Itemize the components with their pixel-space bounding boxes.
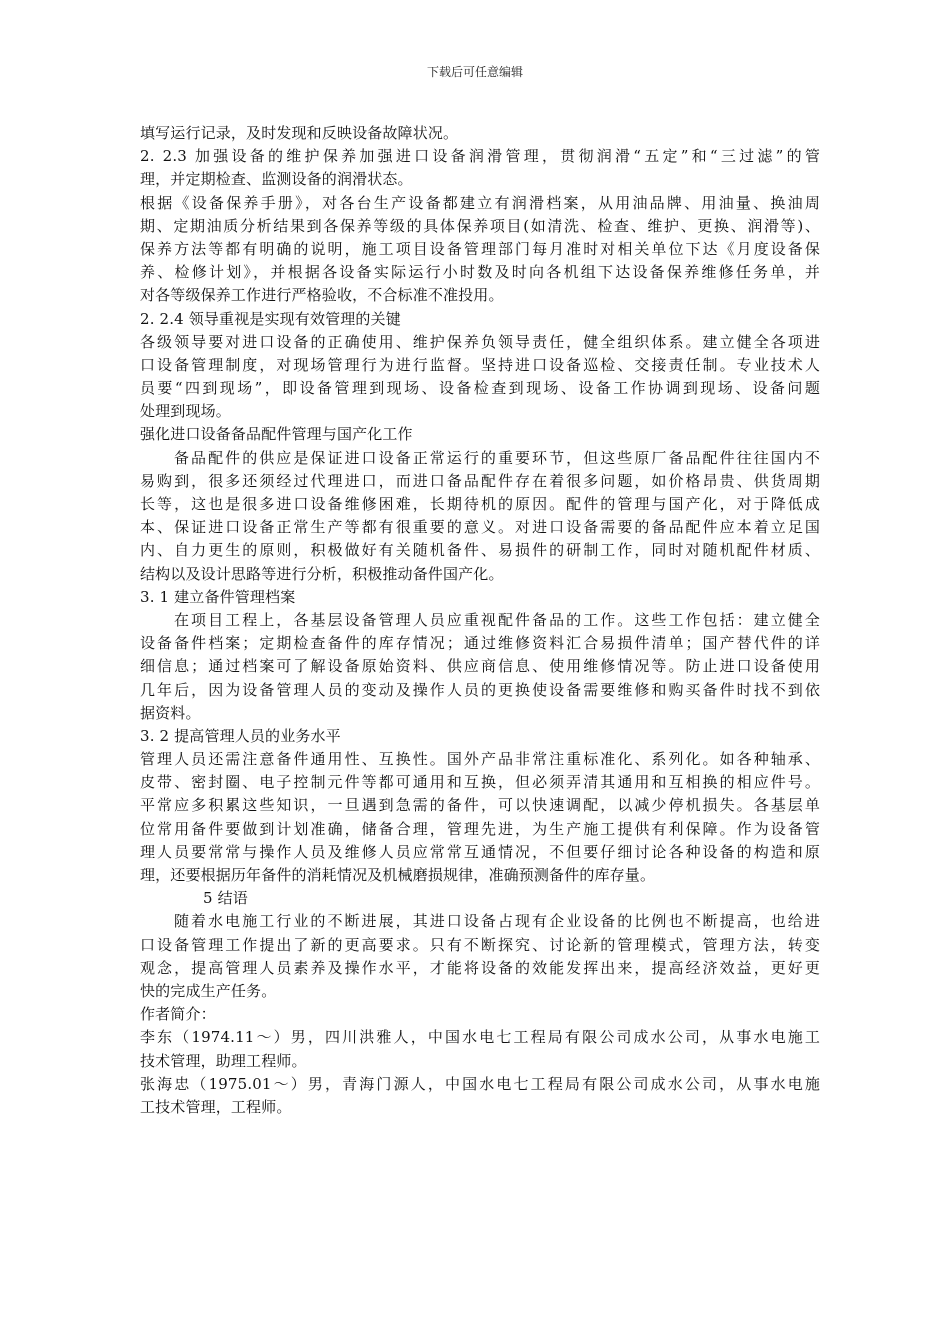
text-line: 填写运行记录，及时发现和反映设备故障状况。 [140,124,459,142]
text-line: 在项目工程上，各基层设备管理人员应重视配件备品的工作。这些工作包括：建立健全 [174,610,820,629]
text-line: 张海忠（1975.01～）男，青海门源人，中国水电七工程局有限公司成水公司，从事水电施 [140,1074,820,1093]
text-line: 皮带、密封圈、电子控制元件等都可通用和互换，但必须弄清其通用和互相换的相应件号。 [140,773,820,792]
text-line: 据资料。 [140,703,201,722]
text-line: 员要“四到现场”，即设备管理到现场、设备检查到现场、设备工作协调到现场、设备问题 [140,379,820,398]
text-line: 3. 2 提高管理人员的业务水平 [140,726,341,745]
text-line: 对各等级保养工作进行严格验收，不合标准不准投用。 [140,286,504,305]
text-line: 2. 2.3 加强设备的维护保养加强进口设备润滑管理，贯彻润滑“五定”和“三过滤”的管 [140,147,820,166]
text-line: 易购到，很多还须经过代理进口，而进口备品配件存在着很多问题，如价格昂贵、供货周期 [140,471,820,490]
text-line: 理，并定期检查、监测设备的润滑状态。 [140,170,413,189]
text-line: 备品配件的供应是保证进口设备正常运行的重要环节，但这些原厂备品配件往往国内不 [174,448,820,467]
text-line: 根据《设备保养手册》，对各台生产设备都建立有润滑档案，从用油品牌、用油量、换油周 [140,193,820,212]
text-line: 理人员要常常与操作人员及维修人员应常常互通情况，不但要仔细讨论各种设备的构造和原 [140,842,820,861]
text-line: 处理到现场。 [140,402,231,421]
text-line: 保养方法等都有明确的说明，施工项目设备管理部门每月准时对相关单位下达《月度设备保 [140,239,820,258]
text-line: 强化进口设备备品配件管理与国产化工作 [140,425,413,444]
text-line: 几年后，因为设备管理人员的变动及操作人员的更换使设备需要维修和购买备件时找不到依 [140,680,820,699]
text-line: 理，还要根据历年备件的消耗情况及机械磨损规律，准确预测备件的库存量。 [140,866,656,884]
text-line: 长等，这也是很多进口设备维修困难，长期待机的原因。配件的管理与国产化，对于降低成 [140,495,820,513]
text-line: 口设备管理制度，对现场管理行为进行监督。坚持进口设备巡检、交接责任制。专业技术人 [140,355,820,374]
text-line: 快的完成生产任务。 [140,981,277,1000]
text-line: 内、自力更生的原则，积极做好有关随机备件、易损件的研制工作，同时对随机配件材质、 [140,541,820,560]
text-line: 口设备管理工作提出了新的更高要求。只有不断探究、讨论新的管理模式，管理方法，转变 [140,935,820,954]
text-line: 各级领导要对进口设备的正确使用、维护保养负领导责任，健全组织体系。建立健全各项进 [140,332,820,351]
text-line: 李东（1974.11～）男，四川洪雅人，中国水电七工程局有限公司成水公司，从事水电施工 [140,1028,820,1047]
page-header: 下载后可任意编辑 [426,65,523,79]
text-line: 工技术管理，工程师。 [140,1097,292,1116]
text-line: 2. 2.4 领导重视是实现有效管理的关键 [140,309,401,328]
text-line: 技术管理，助理工程师。 [140,1051,307,1070]
document-body [140,122,820,1119]
text-line: 管理人员还需注意备件通用性、互换性。国外产品非常注重标准化、系列化。如各种轴承、 [140,750,820,769]
text-line: 结构以及设计思路等进行分析，积极推动备件国产化。 [140,564,504,583]
text-line: 期、定期油质分析结果到各保养等级的具体保养项目(如清洗、检查、维护、更换、润滑等)、 [140,216,820,235]
text-line: 5 结语 [203,889,248,908]
text-line: 平常应多积累这些知识，一旦遇到急需的备件，可以快速调配，以减少停机损失。各基层单 [140,796,820,815]
text-line: 3. 1 建立备件管理档案 [140,587,296,606]
text-line: 细信息；通过档案可了解设备原始资料、供应商信息、使用维修情况等。防止进口设备使用 [140,657,820,676]
text-line: 随着水电施工行业的不断进展，其进口设备占现有企业设备的比例也不断提高，也给进 [174,912,820,931]
text-line: 观念，提高管理人员素养及操作水平，才能将设备的效能发挥出来，提高经济效益，更好更 [140,958,820,977]
text-line: 设备备件档案；定期检查备件的库存情况；通过维修资料汇合易损件清单；国产替代件的详 [140,634,820,653]
text-line: 位常用备件要做到计划准确，储备合理，管理先进，为生产施工提供有利保障。作为设备管 [140,819,820,838]
text-line: 养、检修计划》，并根据各设备实际运行小时数及时向各机组下达设备保养维修任务单，并 [140,263,820,282]
text-line: 本、保证进口设备正常生产等都有很重要的意义。对进口设备需要的备品配件应本着立足国 [140,518,820,537]
text-line: 作者简介： [140,1005,216,1024]
